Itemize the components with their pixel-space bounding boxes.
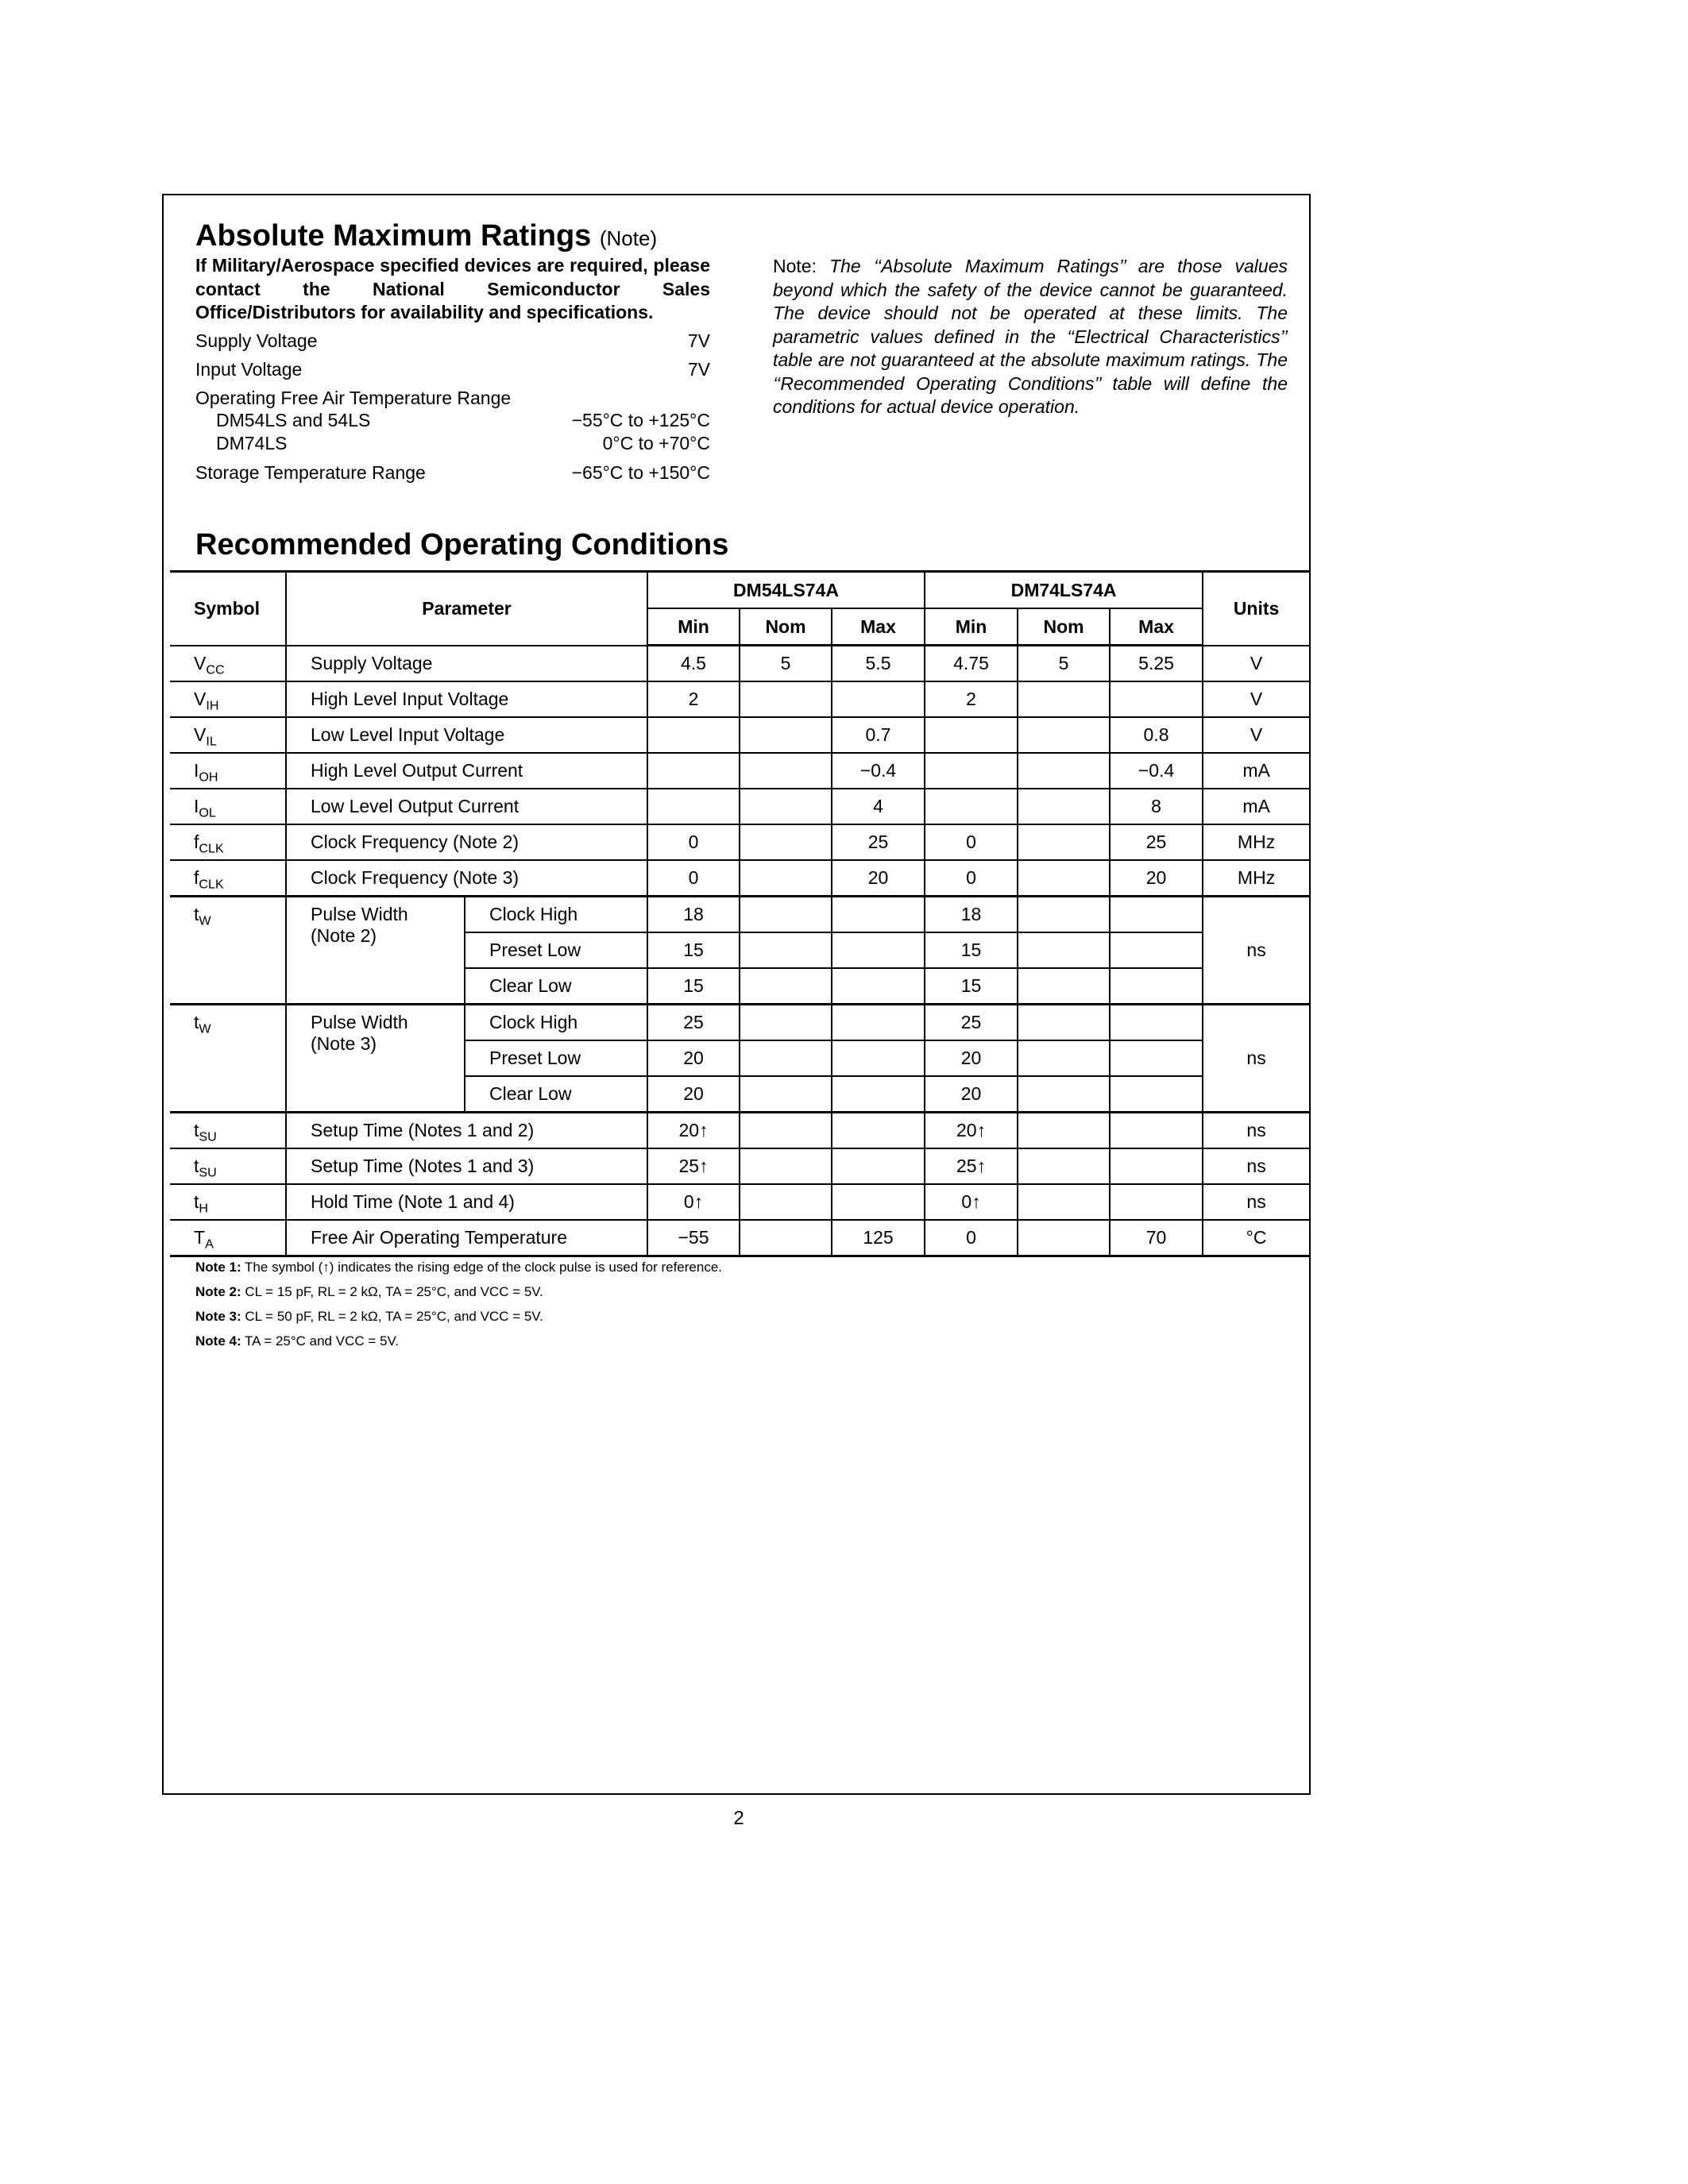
value-cell bbox=[832, 1005, 925, 1041]
table-row bbox=[170, 824, 1309, 860]
value-cell bbox=[740, 1005, 832, 1041]
value-cell: 125 bbox=[832, 1220, 925, 1256]
value-cell: 15 bbox=[925, 932, 1018, 968]
amr-value: −65°C to +150°C bbox=[571, 462, 710, 483]
amr-value: 7V bbox=[687, 359, 710, 380]
sub-parameter-cell: Preset Low bbox=[465, 932, 647, 968]
unit-cell: ns bbox=[1203, 897, 1309, 1005]
value-cell bbox=[832, 1076, 925, 1113]
unit-cell: MHz bbox=[1203, 860, 1309, 897]
amr-label: DM74LS bbox=[216, 433, 288, 453]
value-cell: 20 bbox=[832, 860, 925, 897]
table-row bbox=[170, 1005, 1309, 1041]
value-cell bbox=[1110, 968, 1203, 1005]
parameter-cell: Pulse Width (Note 2) bbox=[286, 897, 465, 1005]
sub-parameter-cell: Clear Low bbox=[465, 968, 647, 1005]
amr-title-note: (Note) bbox=[599, 226, 658, 250]
absolute-maximum-ratings-heading bbox=[195, 221, 657, 251]
value-cell: 0.7 bbox=[832, 717, 925, 753]
value-cell bbox=[925, 753, 1018, 789]
value-cell bbox=[647, 789, 740, 824]
value-cell bbox=[1018, 932, 1110, 968]
value-cell: 4.75 bbox=[925, 646, 1018, 682]
value-cell bbox=[1110, 1040, 1203, 1076]
value-cell bbox=[740, 1220, 832, 1256]
table-row bbox=[170, 717, 1309, 753]
symbol-cell: $T_A$ bbox=[170, 1220, 286, 1256]
value-cell bbox=[1110, 681, 1203, 717]
amr-row-input-voltage bbox=[195, 357, 710, 381]
value-cell: 20↑ bbox=[647, 1113, 740, 1149]
value-cell bbox=[1110, 1184, 1203, 1220]
note-4: Note 4: TA = 25°C and VCC = 5V. bbox=[195, 1333, 399, 1349]
parameter-cell: Hold Time (Note 1 and 4) bbox=[286, 1184, 647, 1220]
header-min: Min bbox=[647, 608, 740, 646]
value-cell bbox=[740, 717, 832, 753]
unit-cell: ns bbox=[1203, 1113, 1309, 1149]
value-cell bbox=[740, 1148, 832, 1184]
amr-label: Supply Voltage bbox=[195, 330, 318, 351]
unit-cell: ns bbox=[1203, 1005, 1309, 1113]
value-cell: 0 bbox=[925, 1220, 1018, 1256]
amr-row-supply-voltage bbox=[195, 329, 710, 353]
table-row bbox=[170, 897, 1309, 933]
value-cell bbox=[1018, 1113, 1110, 1149]
symbol-cell: $t_W$ bbox=[170, 897, 286, 1005]
sub-parameter-cell: Clock High bbox=[465, 1005, 647, 1041]
value-cell bbox=[1110, 897, 1203, 933]
value-cell: 0↑ bbox=[925, 1184, 1018, 1220]
value-cell: 25 bbox=[647, 1005, 740, 1041]
value-cell: 5 bbox=[740, 646, 832, 682]
unit-cell: MHz bbox=[1203, 824, 1309, 860]
value-cell bbox=[740, 860, 832, 897]
symbol-cell: $t_{SU}$ bbox=[170, 1148, 286, 1184]
unit-cell: ns bbox=[1203, 1184, 1309, 1220]
symbol-cell: $t_H$ bbox=[170, 1184, 286, 1220]
table-row bbox=[170, 789, 1309, 824]
value-cell: 8 bbox=[1110, 789, 1203, 824]
value-cell bbox=[740, 824, 832, 860]
value-cell: −0.4 bbox=[832, 753, 925, 789]
parameter-cell: Low Level Output Current bbox=[286, 789, 647, 824]
sub-parameter-cell: Clear Low bbox=[465, 1076, 647, 1113]
value-cell bbox=[1110, 932, 1203, 968]
value-cell: 5 bbox=[1018, 646, 1110, 682]
value-cell bbox=[1018, 968, 1110, 1005]
recommended-operating-conditions-table bbox=[170, 570, 1309, 1257]
value-cell bbox=[832, 681, 925, 717]
value-cell: 25 bbox=[1110, 824, 1203, 860]
unit-cell: V bbox=[1203, 646, 1309, 682]
value-cell: 0↑ bbox=[647, 1184, 740, 1220]
page-number: 2 bbox=[733, 1808, 744, 1829]
unit-cell: V bbox=[1203, 681, 1309, 717]
value-cell: 0 bbox=[647, 860, 740, 897]
value-cell bbox=[1018, 860, 1110, 897]
value-cell: 20 bbox=[647, 1040, 740, 1076]
header-dm54ls74a: DM54LS74A bbox=[647, 572, 925, 609]
value-cell bbox=[1018, 824, 1110, 860]
value-cell bbox=[1018, 1184, 1110, 1220]
sub-parameter-cell: Clock High bbox=[465, 897, 647, 933]
header-max: Max bbox=[1110, 608, 1203, 646]
value-cell bbox=[740, 1076, 832, 1113]
value-cell bbox=[740, 681, 832, 717]
value-cell: 70 bbox=[1110, 1220, 1203, 1256]
note-1: Note 1: The symbol (↑) indicates the rising edge of the clock pulse is used for reference. bbox=[195, 1260, 723, 1275]
parameter-cell: Free Air Operating Temperature bbox=[286, 1220, 647, 1256]
unit-cell: V bbox=[1203, 717, 1309, 753]
value-cell bbox=[925, 717, 1018, 753]
parameter-cell: Setup Time (Notes 1 and 2) bbox=[286, 1113, 647, 1149]
value-cell: 20 bbox=[925, 1040, 1018, 1076]
amr-label: Operating Free Air Temperature Range bbox=[195, 388, 512, 408]
value-cell bbox=[740, 1113, 832, 1149]
value-cell: 0 bbox=[925, 824, 1018, 860]
value-cell bbox=[1110, 1005, 1203, 1041]
value-cell bbox=[1018, 1220, 1110, 1256]
value-cell: 4.5 bbox=[647, 646, 740, 682]
table-row bbox=[170, 1148, 1309, 1184]
header-max: Max bbox=[832, 608, 925, 646]
value-cell bbox=[832, 1113, 925, 1149]
note-3: Note 3: CL = 50 pF, RL = 2 kΩ, TA = 25°C, and VCC = 5V. bbox=[195, 1309, 543, 1324]
sub-parameter-cell: Preset Low bbox=[465, 1040, 647, 1076]
value-cell bbox=[740, 932, 832, 968]
value-cell bbox=[740, 789, 832, 824]
value-cell bbox=[1018, 789, 1110, 824]
table-notes bbox=[195, 1255, 722, 1353]
parameter-cell: Setup Time (Notes 1 and 3) bbox=[286, 1148, 647, 1184]
unit-cell: °C bbox=[1203, 1220, 1309, 1256]
value-cell bbox=[1018, 897, 1110, 933]
value-cell: 15 bbox=[925, 968, 1018, 1005]
value-cell bbox=[832, 968, 925, 1005]
value-cell: 4 bbox=[832, 789, 925, 824]
amr-value: 7V bbox=[687, 330, 710, 351]
value-cell: −55 bbox=[647, 1220, 740, 1256]
amr-label: Input Voltage bbox=[195, 359, 303, 380]
value-cell bbox=[1018, 1076, 1110, 1113]
table-row bbox=[170, 1184, 1309, 1220]
table-row bbox=[170, 860, 1309, 897]
value-cell bbox=[1110, 1076, 1203, 1113]
table-row bbox=[170, 1113, 1309, 1149]
amr-note-paragraph bbox=[773, 255, 1288, 419]
unit-cell: mA bbox=[1203, 789, 1309, 824]
value-cell: 5.5 bbox=[832, 646, 925, 682]
value-cell: 2 bbox=[647, 681, 740, 717]
value-cell bbox=[740, 1184, 832, 1220]
value-cell: 18 bbox=[647, 897, 740, 933]
amr-row-dm74ls bbox=[195, 431, 710, 455]
value-cell bbox=[1018, 681, 1110, 717]
header-units: Units bbox=[1203, 572, 1309, 646]
value-cell: 0 bbox=[647, 824, 740, 860]
value-cell: 2 bbox=[925, 681, 1018, 717]
note-text: The ‘‘Absolute Maximum Ratings’’ are those values beyond which the safety of the device cannot be guaranteed. The device should not be operated at these limits. The parametric values defined in the ‘‘Electrical Characteristics’’ table are not guaranteed at the absolute maximum ratings. The ‘‘Recommended Operating Conditions’’ table will define the conditions for actual device operation. bbox=[773, 256, 1288, 417]
value-cell bbox=[740, 968, 832, 1005]
table-row bbox=[170, 646, 1309, 682]
header-symbol: Symbol bbox=[170, 572, 286, 646]
value-cell bbox=[1110, 1148, 1203, 1184]
header-dm74ls74a: DM74LS74A bbox=[925, 572, 1203, 609]
value-cell bbox=[1110, 1113, 1203, 1149]
symbol-cell: $f_{CLK}$ bbox=[170, 860, 286, 897]
value-cell bbox=[832, 1040, 925, 1076]
parameter-cell: Supply Voltage bbox=[286, 646, 647, 682]
value-cell bbox=[647, 717, 740, 753]
parameter-cell: Clock Frequency (Note 2) bbox=[286, 824, 647, 860]
parameter-cell: Clock Frequency (Note 3) bbox=[286, 860, 647, 897]
amr-label: Storage Temperature Range bbox=[195, 462, 426, 483]
value-cell: 25↑ bbox=[925, 1148, 1018, 1184]
parameter-cell: Low Level Input Voltage bbox=[286, 717, 647, 753]
value-cell bbox=[1018, 1040, 1110, 1076]
table-row bbox=[170, 681, 1309, 717]
parameter-cell: Pulse Width (Note 3) bbox=[286, 1005, 465, 1113]
value-cell: 20 bbox=[925, 1076, 1018, 1113]
military-aerospace-notice: If Military/Aerospace specified devices are required, please contact the National Semiconductor Sales Office/Distributors for availability and specifications. bbox=[195, 255, 710, 322]
value-cell: 15 bbox=[647, 968, 740, 1005]
unit-cell: mA bbox=[1203, 753, 1309, 789]
value-cell: 15 bbox=[647, 932, 740, 968]
table-row bbox=[170, 753, 1309, 789]
symbol-cell: $f_{CLK}$ bbox=[170, 824, 286, 860]
value-cell bbox=[832, 1184, 925, 1220]
value-cell bbox=[925, 789, 1018, 824]
symbol-cell: $V_{IL}$ bbox=[170, 717, 286, 753]
value-cell bbox=[832, 1148, 925, 1184]
value-cell bbox=[1018, 717, 1110, 753]
symbol-cell: $V_{CC}$ bbox=[170, 646, 286, 682]
value-cell bbox=[1018, 1148, 1110, 1184]
value-cell bbox=[1018, 1005, 1110, 1041]
table-row bbox=[170, 1220, 1309, 1256]
amr-value: 0°C to +70°C bbox=[602, 433, 710, 453]
value-cell: 20 bbox=[1110, 860, 1203, 897]
note-2: Note 2: CL = 15 pF, RL = 2 kΩ, TA = 25°C, and VCC = 5V. bbox=[195, 1284, 543, 1299]
value-cell: −0.4 bbox=[1110, 753, 1203, 789]
value-cell: 18 bbox=[925, 897, 1018, 933]
symbol-cell: $t_W$ bbox=[170, 1005, 286, 1113]
value-cell: 25↑ bbox=[647, 1148, 740, 1184]
value-cell: 25 bbox=[832, 824, 925, 860]
value-cell: 0 bbox=[925, 860, 1018, 897]
value-cell bbox=[740, 753, 832, 789]
amr-title: Absolute Maximum Ratings bbox=[195, 219, 592, 253]
parameter-cell: High Level Output Current bbox=[286, 753, 647, 789]
symbol-cell: $t_{SU}$ bbox=[170, 1113, 286, 1149]
symbol-cell: $I_{OH}$ bbox=[170, 753, 286, 789]
value-cell: 20↑ bbox=[925, 1113, 1018, 1149]
header-parameter: Parameter bbox=[286, 572, 647, 646]
note-prefix: Note: bbox=[773, 256, 817, 276]
value-cell: 20 bbox=[647, 1076, 740, 1113]
amr-row-dm54ls bbox=[195, 408, 710, 432]
header-min: Min bbox=[925, 608, 1018, 646]
amr-label: DM54LS and 54LS bbox=[216, 410, 371, 430]
amr-value: −55°C to +125°C bbox=[571, 410, 710, 430]
value-cell: 5.25 bbox=[1110, 646, 1203, 682]
value-cell bbox=[832, 897, 925, 933]
amr-row-operating-temp-range bbox=[195, 386, 710, 410]
symbol-cell: $V_{IH}$ bbox=[170, 681, 286, 717]
parameter-cell: High Level Input Voltage bbox=[286, 681, 647, 717]
amr-row-storage-temp bbox=[195, 461, 710, 484]
unit-cell: ns bbox=[1203, 1148, 1309, 1184]
value-cell bbox=[647, 753, 740, 789]
value-cell: 0.8 bbox=[1110, 717, 1203, 753]
symbol-cell: $I_{OL}$ bbox=[170, 789, 286, 824]
value-cell: 25 bbox=[925, 1005, 1018, 1041]
header-nom: Nom bbox=[1018, 608, 1110, 646]
recommended-operating-conditions-heading: Recommended Operating Conditions bbox=[195, 528, 729, 561]
header-nom: Nom bbox=[740, 608, 832, 646]
value-cell bbox=[740, 897, 832, 933]
value-cell bbox=[1018, 753, 1110, 789]
value-cell bbox=[832, 932, 925, 968]
value-cell bbox=[740, 1040, 832, 1076]
